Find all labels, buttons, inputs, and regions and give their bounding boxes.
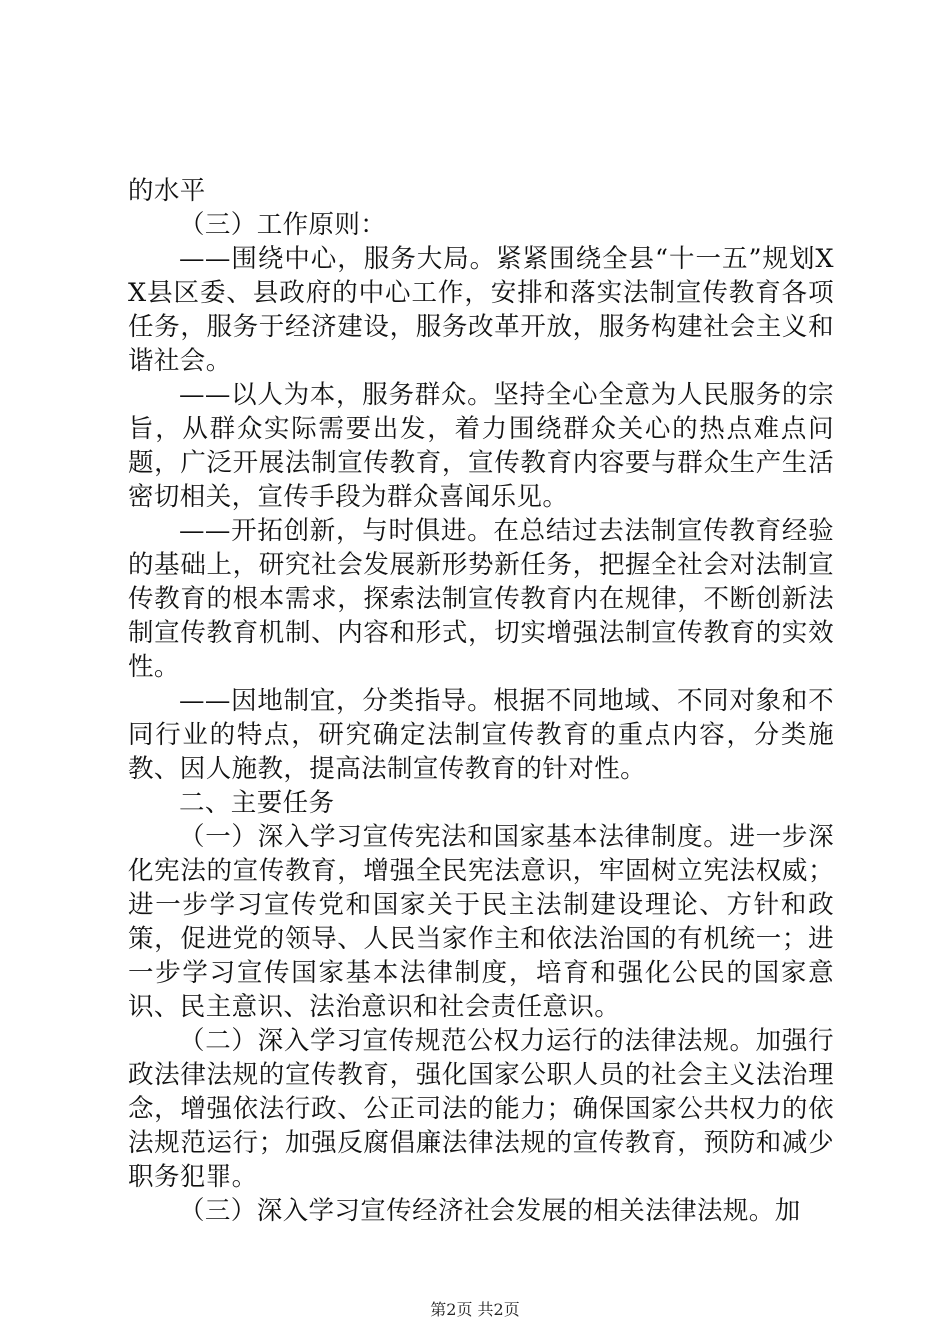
paragraph-principle-people: ——以人为本，服务群众。坚持全心全意为人民服务的宗旨，从群众实际需要出发，着力围绕群众关心的热点难点问题，广泛开展法制宣传教育，宣传教育内容要与群众生产生活密切相关，宣传手段为群众喜闻乐见。 xyxy=(128,380,834,512)
paragraph-principle-local: ——因地制宜，分类指导。根据不同地域、不同对象和不同行业的特点，研究确定法制宣传教育的重点内容，分类施教、因人施教，提高法制宣传教育的针对性。 xyxy=(128,686,834,784)
paragraph-principle-center: ——围绕中心，服务大局。紧紧围绕全县“十一五”规划XX县区委、县政府的中心工作，安排和落实法制宣传教育各项任务，服务于经济建设，服务改革开放，服务构建社会主义和谐社会。 xyxy=(128,244,834,376)
document-body xyxy=(128,174,834,1228)
paragraph-continuation: 的水平 xyxy=(128,176,206,206)
paragraph-heading-main-tasks: 二、主要任务 xyxy=(179,788,335,818)
paragraph-heading-work-principles: （三）工作原则： xyxy=(179,210,387,240)
paragraph-principle-innovation: ——开拓创新，与时俱进。在总结过去法制宣传教育经验的基础上，研究社会发展新形势新任务，把握全社会对法制宣传教育的根本需求，探索法制宣传教育内在规律，不断创新法制宣传教育机制、内容和形式，切实增强法制宣传教育的实效性。 xyxy=(128,516,834,682)
paragraph-task-public-power: （二）深入学习宣传规范公权力运行的法律法规。加强行政法律法规的宣传教育，强化国家公职人员的社会主义法治理念，增强依法行政、公正司法的能力；确保国家公共权力的依法规范运行；加强反腐倡廉法律法规的宣传教育，预防和减少职务犯罪。 xyxy=(128,1026,834,1192)
paragraph-task-economy: （三）深入学习宣传经济社会发展的相关法律法规。加 xyxy=(179,1196,801,1226)
page-number: 第2页 共2页 xyxy=(430,1300,520,1319)
paragraph-task-constitution: （一）深入学习宣传宪法和国家基本法律制度。进一步深化宪法的宣传教育，增强全民宪法意识，牢固树立宪法权威；进一步学习宣传党和国家关于民主法制建设理论、方针和政策，促进党的领导、人民当家作主和依法治国的有机统一；进一步学习宣传国家基本法律制度，培育和强化公民的国家意识、民主意识、法治意识和社会责任意识。 xyxy=(128,822,834,1022)
